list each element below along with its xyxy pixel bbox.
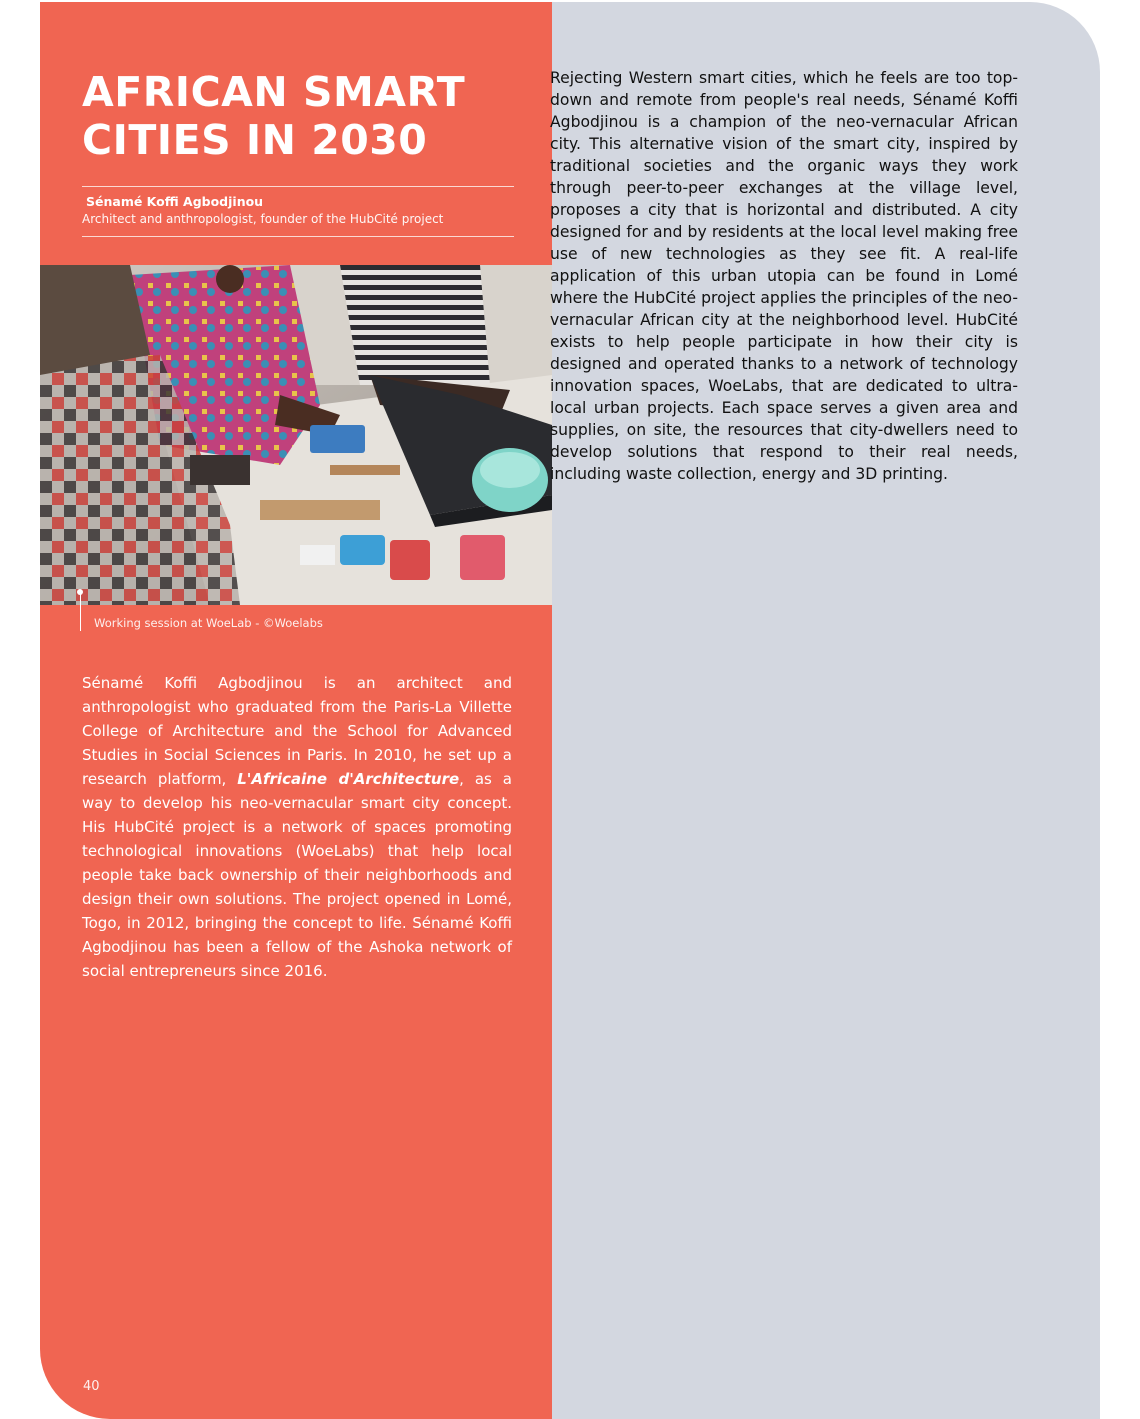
- caption-marker-line: [80, 594, 81, 631]
- author-rule-top: [82, 186, 514, 187]
- author-role: Architect and anthropologist, founder of the HubCité project: [82, 212, 444, 226]
- main-article-text: Rejecting Western smart cities, which he feels are too top-down and remote from people's real needs, Sénamé Koffi Agbodjinou is a champion of the neo-vernacular African city. This alternative vision of the smart city, inspired by traditional societies and the organic ways they work through peer-to-peer exchanges at the village level, proposes a city that is horizontal and distributed. A city designed for and by residents at the local level making free use of new technologies as they see fit. A real-life application of this urban utopia can be found in Lomé where the HubCité project applies the principles of the neo-vernacular African city at the neighborhood level. HubCité exists to help people participate in how their city is designed and operated thanks to a network of technology innovation spaces, WoeLabs, that are dedicated to ultra-local urban projects. Each space serves a given area and supplies, on site, the resources that city-dwellers need to develop solutions that respond to their real needs, including waste collection, energy and 3D printing.: [550, 69, 1018, 483]
- author-bio: [82, 671, 512, 983]
- workshop-photo: [40, 265, 552, 605]
- page-number: 40: [83, 1379, 100, 1394]
- photo-caption: Working session at WoeLab - ©Woelabs: [94, 616, 323, 630]
- author-name: Sénamé Koffi Agbodjinou: [86, 194, 264, 209]
- bio-text-end: , as a way to develop his neo-vernacular smart city concept. His HubCité project is a network of spaces promoting technological innovations (WoeLabs) that help local people take back ownership of their neighborhoods and design their own solutions. The project opened in Lomé, Togo, in 2012, bringing the concept to life. Sénamé Koffi Agbodjinou has been a fellow of the Ashoka network of social entrepreneurs since 2016.: [82, 770, 512, 980]
- left-column: [40, 2, 552, 1419]
- bio-platform-name: L'Africaine d'Architecture: [237, 770, 460, 788]
- page-title: AFRICAN SMART CITIES IN 2030: [82, 68, 466, 164]
- author-rule-bottom: [82, 236, 514, 237]
- bio-text-start: Sénamé Koffi Agbodjinou is an architect and anthropologist who graduated from the Paris-La Villette College of Architecture and the School for Advanced Studies in Social Sciences in Paris. In 2010, he set up a research platform,: [82, 674, 512, 788]
